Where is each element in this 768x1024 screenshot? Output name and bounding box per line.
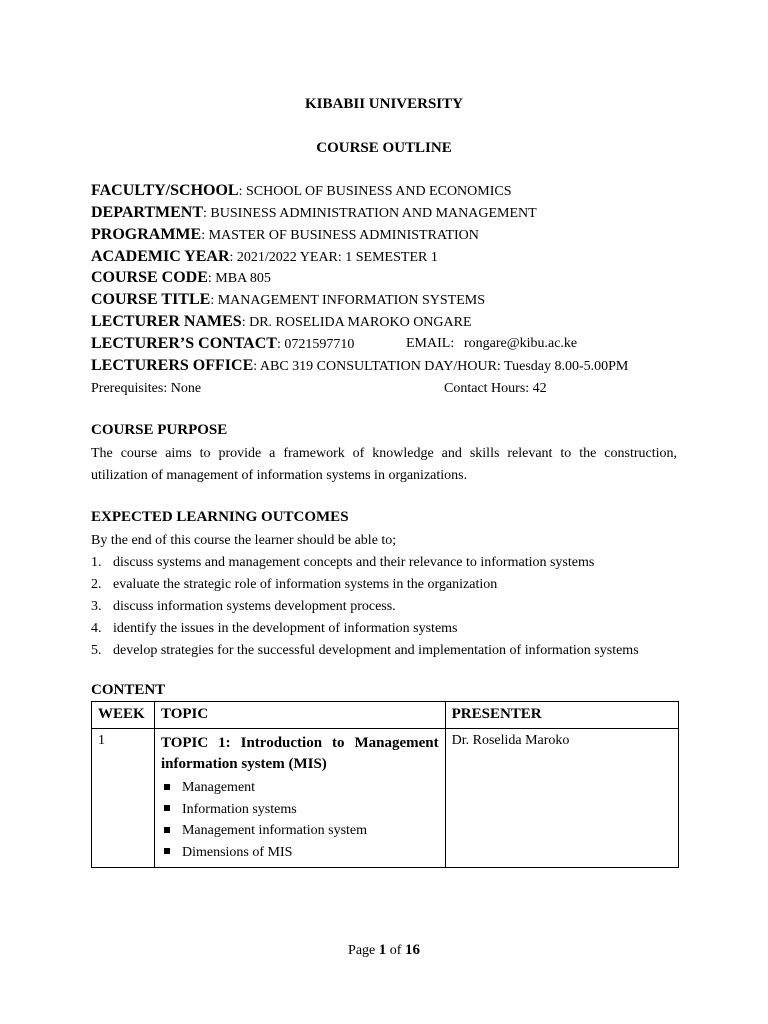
learning-outcomes-list [91,552,639,662]
faculty-line [91,182,512,200]
programme-label: PROGRAMME [91,226,202,243]
column-header-week: WEEK [92,702,155,729]
square-bullet-icon [164,784,170,790]
department-label: DEPARTMENT [91,204,204,221]
list-item [91,618,639,640]
learning-outcomes-intro: By the end of this course the learner should be able to; [91,533,397,548]
programme-line [91,226,479,244]
document-title: COURSE OUTLINE [316,140,452,156]
contact-value: : 0721597710 [276,337,355,352]
list-item [161,799,439,821]
square-bullet-icon [164,827,170,833]
table-row [92,729,679,868]
week-cell: 1 [92,729,155,868]
department-line [91,204,537,222]
lecturer-value: : DR. ROSELIDA MAROKO ONGARE [241,315,472,330]
prerequisites [91,380,201,397]
list-item [91,640,639,662]
email-line [406,335,577,352]
office-label: LECTURERS OFFICE [91,357,254,374]
course-code-label: COURSE CODE [91,269,208,286]
list-text: discuss systems and management concepts and their relevance to information systems [113,555,595,570]
table-header-row [92,702,679,729]
faculty-value: : SCHOOL OF BUSINESS AND ECONOMICS [238,184,512,199]
column-header-presenter: PRESENTER [445,702,678,729]
page-number: 1 [378,942,387,958]
list-number: 5. [91,643,102,658]
of-word: of [389,943,402,958]
list-number: 4. [91,621,102,636]
list-text: evaluate the strategic role of information systems in the organization [113,577,498,592]
course-purpose-heading: COURSE PURPOSE [91,422,228,438]
course-code-value: : MBA 805 [207,271,271,286]
learning-outcomes-heading: EXPECTED LEARNING OUTCOMES [91,509,349,525]
academic-year-line [91,248,438,266]
list-number: 2. [91,577,102,592]
subtopic-text: Information systems [181,801,297,817]
subtopic-text: Management information system [181,823,368,838]
office-line [91,357,628,375]
course-purpose-line-1: The course aims to provide a framework of knowledge and skills relevant to the construction, [91,446,677,461]
column-header-topic: TOPIC [154,702,445,729]
academic-year-value: : 2021/2022 YEAR: 1 SEMESTER 1 [229,250,438,265]
contact-hours-text: Contact Hours: 42 [444,381,547,396]
course-title-label: COURSE TITLE [91,291,211,308]
list-item [91,574,639,596]
list-item [161,842,439,864]
content-heading: CONTENT [91,682,166,698]
topic-title: TOPIC 1: Introduction to Management information system (MIS) [160,735,439,772]
course-title-value: : MANAGEMENT INFORMATION SYSTEMS [210,293,486,308]
list-text: develop strategies for the successful development and implementation of information systems [113,643,639,658]
list-text: discuss information systems development process. [113,599,396,614]
list-item [91,596,639,618]
programme-value: : MASTER OF BUSINESS ADMINISTRATION [201,228,479,243]
list-number: 1. [91,555,102,570]
square-bullet-icon [164,805,170,811]
page-footer [0,942,768,959]
email-value[interactable]: rongare@kibu.ac.ke [463,336,578,351]
presenter-cell: Dr. Roselida Maroko [445,729,678,868]
course-code-line [91,269,271,287]
total-pages: 16 [404,942,420,958]
list-item [161,820,439,842]
course-title-line [91,291,485,309]
faculty-label: FACULTY/SCHOOL [91,182,239,199]
office-value: : ABC 319 CONSULTATION DAY/HOUR: Tuesday 8.00-5.00PM [253,359,629,374]
contact-hours [444,380,547,397]
square-bullet-icon [164,848,170,854]
email-label: EMAIL: [406,336,455,351]
subtopic-text: Dimensions of MIS [181,844,293,860]
list-number: 3. [91,599,102,614]
university-name: KIBABII UNIVERSITY [305,96,463,112]
contact-line [91,335,354,353]
contact-label: LECTURER’S CONTACT [91,335,277,352]
prerequisites-text: Prerequisites: None [91,381,202,396]
page-word: Page [348,943,376,958]
lecturer-label: LECTURER NAMES [91,313,242,330]
topic-cell [154,729,445,868]
subtopic-text: Management [181,780,256,795]
lecturer-line [91,313,472,331]
list-item [91,552,639,574]
academic-year-label: ACADEMIC YEAR [91,248,230,265]
list-item [161,777,439,799]
content-table [91,701,679,868]
course-purpose-line-2: utilization of management of information systems in organizations. [91,468,468,483]
list-text: identify the issues in the development of information systems [113,621,458,636]
subtopic-list [161,777,439,863]
department-value: : BUSINESS ADMINISTRATION AND MANAGEMENT [203,206,537,221]
course-purpose-text [91,443,677,487]
